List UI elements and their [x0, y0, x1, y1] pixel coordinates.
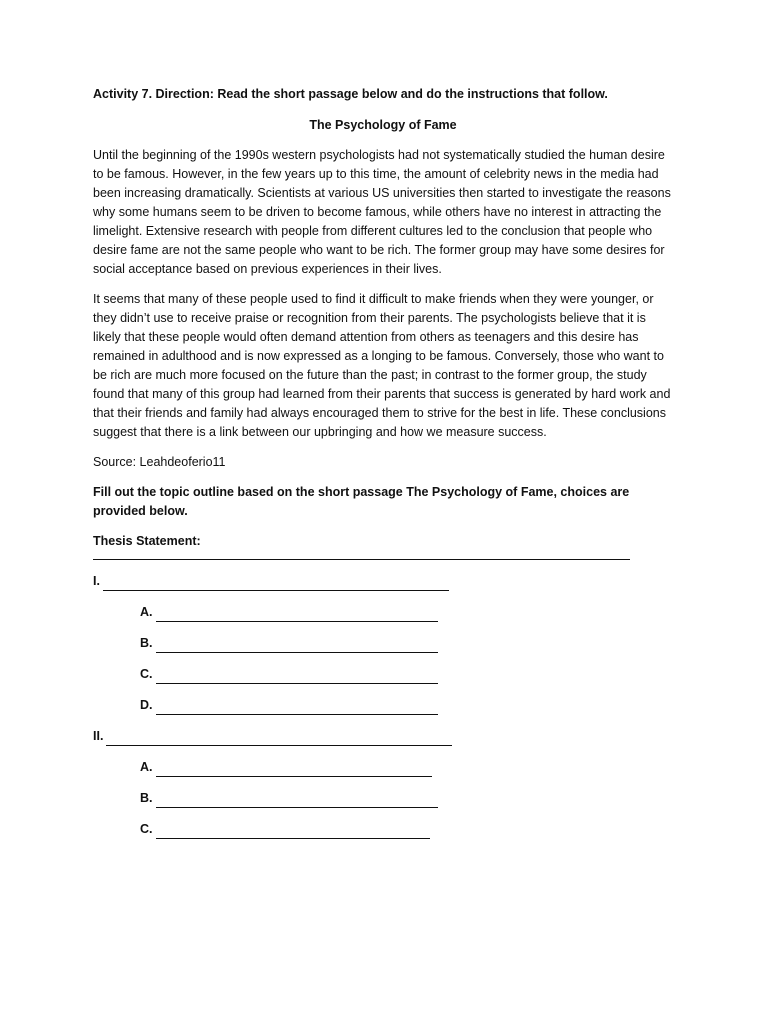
passage-source: Source: Leahdeoferio11	[93, 455, 226, 469]
outline-item-i-d	[93, 698, 673, 715]
outline-blank-i-d	[156, 702, 438, 715]
outline-instruction: Fill out the topic outline based on the short passage The Psychology of Fame, choices are provided below.	[93, 485, 630, 518]
outline-blank-i-a	[156, 609, 438, 622]
passage-paragraph-2: It seems that many of these people used to find it difficult to make friends when they were younger, or they didn’t use to receive praise or recognition from their parents. The psychologists believe that it is likely that these people would often demand attention from others as teenagers and this desire has remained in adulthood and is now expressed as a longing to be famous. Conversely, those who want to be rich are much more focused on the future than the past; in contrast to the former group, the study found that many of this group had learned from their parents that success is generated by hard work and that their friends and family had always encouraged them to strive for the best in life. These conclusions suggest that there is a link between our upbringing and how we measure success.	[93, 292, 671, 439]
outline-item-ii-b	[93, 791, 673, 808]
outline-item-ii-c	[93, 822, 673, 839]
passage-title: The Psychology of Fame	[309, 118, 457, 132]
outline-blank-i-b	[156, 640, 438, 653]
thesis-statement-label: Thesis Statement:	[93, 534, 201, 548]
outline-marker-i-a: A.	[140, 605, 153, 619]
passage-paragraph-1: Until the beginning of the 1990s western psychologists had not systematically studied the human desire to be famous. However, in the few years up to this time, the amount of celebrity news in the media had been increasing dramatically. Scientists at various US universities then started to investigate the reasons why some humans seem to be driven to become famous, while others have no interest in attracting the limelight. Extensive research with people from different cultures led to the conclusion that people who desire fame are not the same people who want to be rich. The former group may have some desires for social acceptance based on previous experiences in their lives.	[93, 148, 671, 276]
outline-blank-ii	[106, 733, 452, 746]
outline-marker-i-d: D.	[140, 698, 153, 712]
outline-blank-ii-b	[156, 795, 438, 808]
activity-direction: Activity 7. Direction: Read the short passage below and do the instructions that follow.	[93, 87, 608, 101]
outline-item-i-c	[93, 667, 673, 684]
outline-item-ii-a	[93, 760, 673, 777]
outline-blank-i-c	[156, 671, 438, 684]
outline-item-ii	[93, 729, 673, 746]
outline-blank-i	[103, 578, 449, 591]
outline-marker-i-c: C.	[140, 667, 153, 681]
outline-marker-ii: II.	[93, 729, 104, 743]
outline-blank-ii-a	[156, 764, 432, 777]
outline-marker-ii-c: C.	[140, 822, 153, 836]
worksheet-page	[93, 85, 673, 853]
outline-marker-i: I.	[93, 574, 100, 588]
outline-item-i-a	[93, 605, 673, 622]
outline-item-i-b	[93, 636, 673, 653]
outline-marker-ii-a: A.	[140, 760, 153, 774]
outline-marker-ii-b: B.	[140, 791, 153, 805]
thesis-statement-blank	[93, 551, 630, 560]
outline-marker-i-b: B.	[140, 636, 153, 650]
outline-blank-ii-c	[156, 826, 430, 839]
outline-item-i	[93, 574, 673, 591]
